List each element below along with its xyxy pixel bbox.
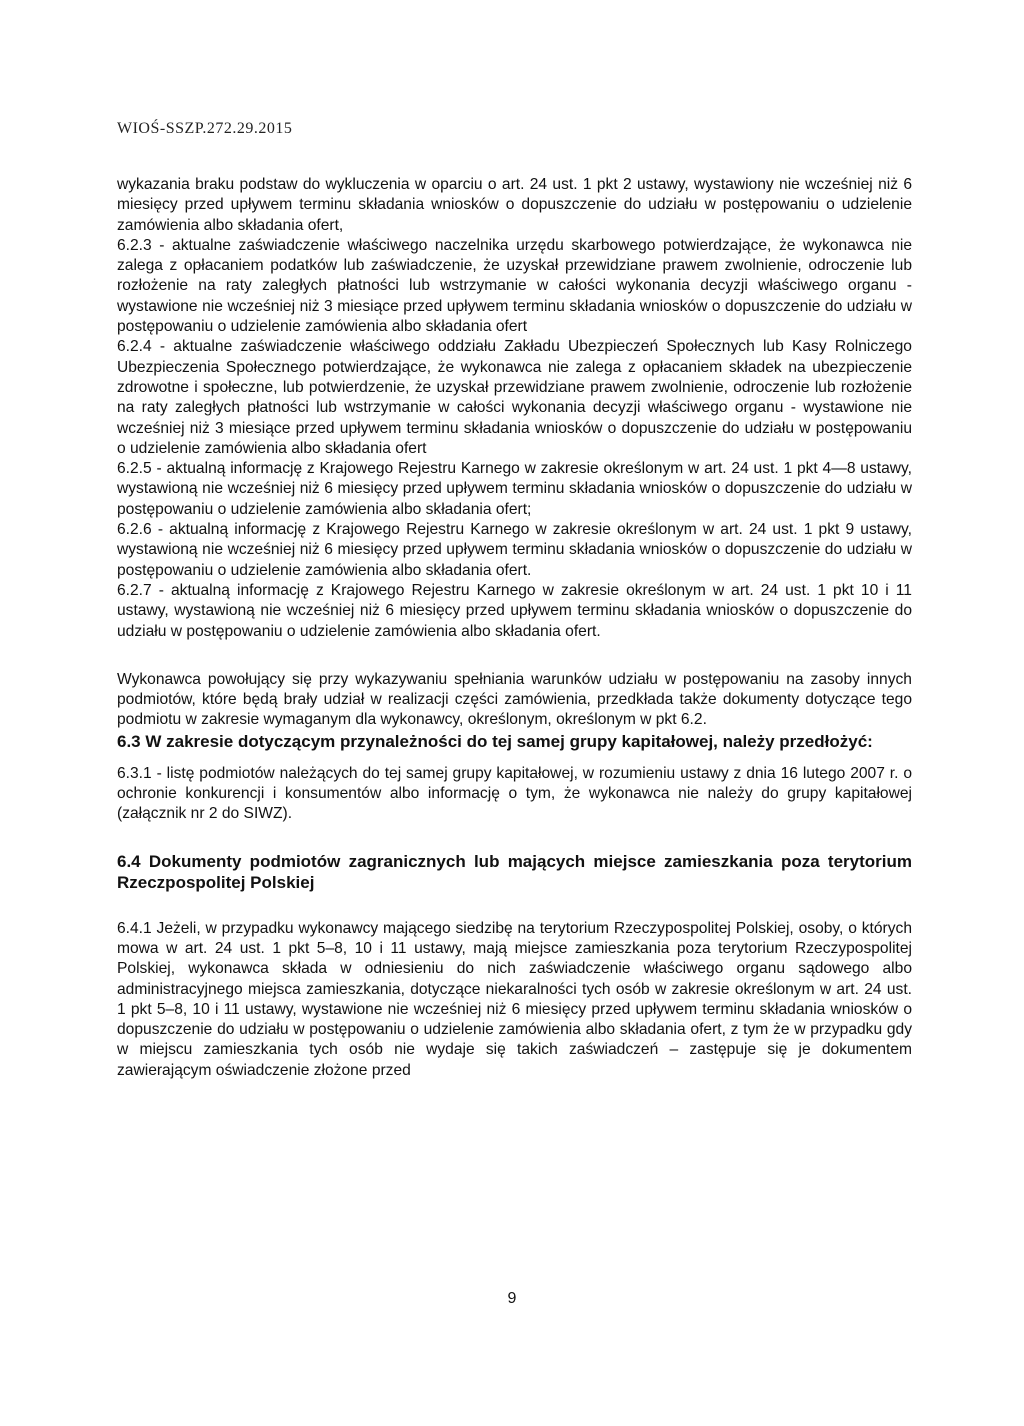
paragraph-6-4-1: 6.4.1 Jeżeli, w przypadku wykonawcy mającego siedzibę na terytorium Rzeczypospolitej Polskiej, osoby, o których mowa w art. 24 ust. 1 pkt 5–8, 10 i 11 ustawy, mają miejsce zamieszkania poza terytorium Rzeczypospolitej Polskiej, wykonawca składa w odniesieniu do nich zaświadczenie właściwego organu sądowego albo administracyjnego miejsca zamieszkania, dotyczące niekaralności tych osób w zakresie określonym w art. 24 ust. 1 pkt 5–8, 10 i 11 ustawy, wystawione nie wcześniej niż 6 miesięcy przed upływem terminu składania wniosków o dopuszczenie do udziału w postępowaniu o udzielenie zamówienia albo składania ofert, z tym że w przypadku gdy w miejscu zamieszkania tych osób nie wydaje się takich zaświadczeń – zastępuje się je dokumentem zawierającym oświadczenie złożone przed xyxy=(117,919,912,1079)
paragraph-exclusion-grounds: wykazania braku podstaw do wykluczenia w oparciu o art. 24 ust. 1 pkt 2 ustawy, wystawiony nie wcześniej niż 6 miesięcy przed upływem terminu składania wniosków o dopuszczenie do udziału w postępowaniu o udzielenie zamówienia albo składania ofert, xyxy=(117,176,912,234)
document-body xyxy=(117,175,912,1081)
section-heading-6-3: 6.3 W zakresie dotyczącym przynależności do tej samej grupy kapitałowej, należy przedłożyć: xyxy=(117,731,873,751)
paragraph-6-2-7: 6.2.7 - aktualną informację z Krajowego Rejestru Karnego w zakresie określonym w art. 24 ust. 1 pkt 10 i 11 ustawy, wystawioną nie wcześniej niż 6 miesięcy przed upływem terminu składania wniosków o dopuszczenie do udziału w postępowaniu o udzielenie zamówienia albo składania ofert. xyxy=(117,581,912,640)
paragraph-contractor-resources: Wykonawca powołujący się przy wykazywaniu spełniania warunków udziału w postępowaniu na zasoby innych podmiotów, które będą brały udział w realizacji części zamówienia, przedkłada także dokumenty dotyczące tego podmiotu w zakresie wymaganym dla wykonawcy, określonym, określonym w pkt 6.2. xyxy=(117,670,912,729)
section-heading-6-4: 6.4 Dokumenty podmiotów zagranicznych lub mających miejsce zamieszkania poza terytorium Rzeczpospolitej Polskiej xyxy=(117,851,912,892)
paragraph-6-3-1: 6.3.1 - listę podmiotów należących do tej samej grupy kapitałowej, w rozumieniu ustawy z dnia 16 lutego 2007 r. o ochronie konkurencji i konsumentów albo informację o tym, że wykonawca nie należy do grupy kapitałowej (załącznik nr 2 do SIWZ). xyxy=(117,764,912,823)
paragraph-6-2-6: 6.2.6 - aktualną informację z Krajowego Rejestru Karnego w zakresie określonym w art. 24 ust. 1 pkt 9 ustawy, wystawioną nie wcześniej niż 6 miesięcy przed upływem terminu składania wniosków o dopuszczenie do udziału w postępowaniu o udzielenie zamówienia albo składania ofert. xyxy=(117,521,912,579)
paragraph-6-2-5: 6.2.5 - aktualną informację z Krajowego Rejestru Karnego w zakresie określonym w art. 24 ust. 1 pkt 4—8 ustawy, wystawioną nie wcześniej niż 6 miesięcy przed upływem terminu składania wniosków o dopuszczenie do udziału w postępowaniu o udzielenie zamówienia albo składania ofert; xyxy=(117,460,912,518)
paragraph-6-2-3: 6.2.3 - aktualne zaświadczenie właściwego naczelnika urzędu skarbowego potwierdzające, że wykonawca nie zalega z opłacaniem podatków lub zaświadczenie, że uzyskał przewidziane prawem zwolnienie, odroczenie lub rozłożenie na raty zaległych płatności lub wstrzymanie w całości wykonania decyzji właściwego organu - wystawione nie wcześniej niż 3 miesiące przed upływem terminu składania wniosków o dopuszczenie do udziału w postępowaniu o udzielenie zamówienia albo składania ofert xyxy=(117,236,912,336)
paragraph-6-2-4: 6.2.4 - aktualne zaświadczenie właściwego oddziału Zakładu Ubezpieczeń Społecznych lub Kasy Rolniczego Ubezpieczenia Społecznego potwierdzające, że wykonawca nie zalega z opłacaniem składek na ubezpieczenie zdrowotne i społeczne, lub potwierdzenie, że uzyskał przewidziane prawem zwolnienie, odroczenie lub rozłożenie na raty zaległych płatności lub wstrzymanie w całości wykonania decyzji właściwego organu - wystawione nie wcześniej niż 3 miesiące przed upływem terminu składania wniosków o dopuszczenie do udziału w postępowaniu o udzielenie zamówienia albo składania ofert xyxy=(117,338,912,457)
page-number: 9 xyxy=(507,1290,517,1307)
document-reference-number: WIOŚ-SSZP.272.29.2015 xyxy=(117,120,293,137)
